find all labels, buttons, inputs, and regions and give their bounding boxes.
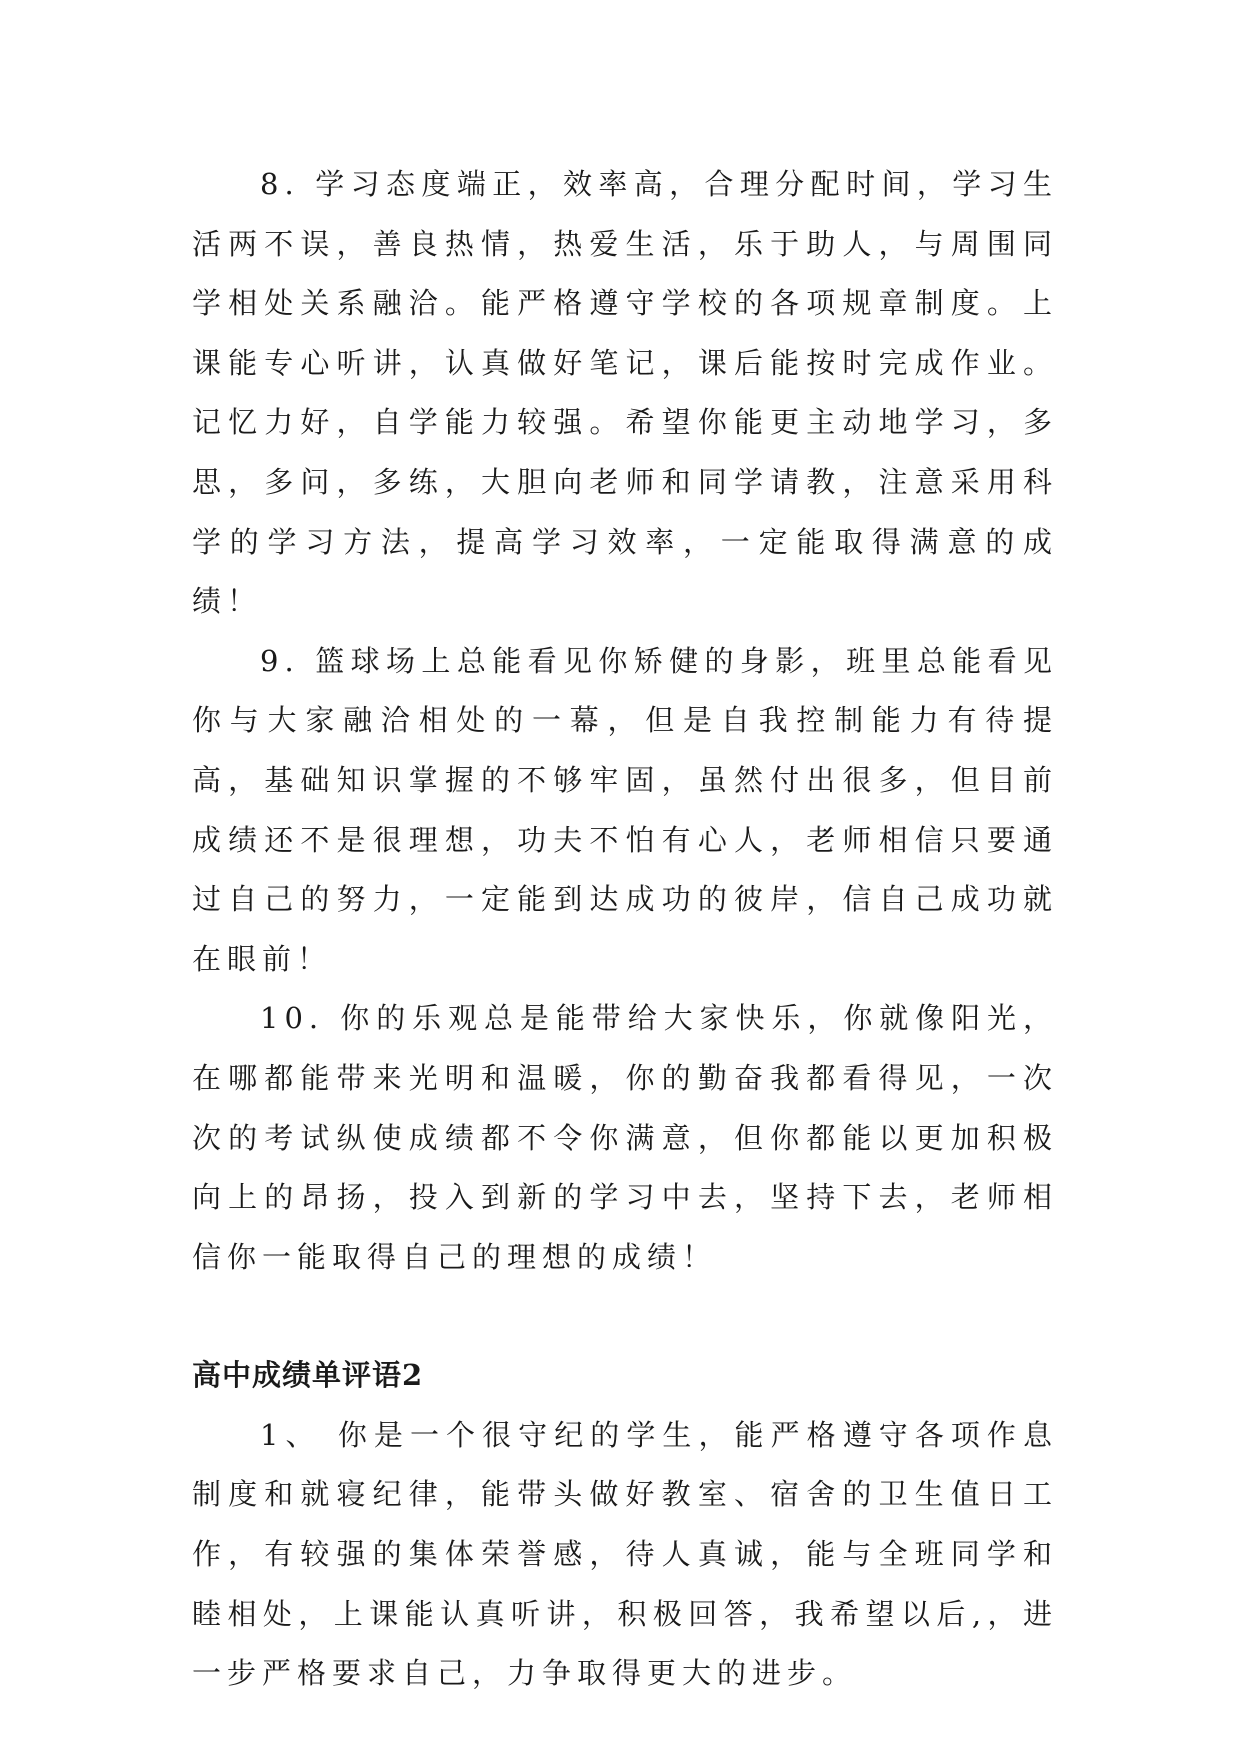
- comment-paragraph-10: 10. 你的乐观总是能带给大家快乐，你就像阳光，在哪都能带来光明和温暖，你的勤奋我都看得见，一次次的考试纵使成绩都不令你满意，但你都能以更加积极向上的昂扬，投入到新的学习中去，坚持下去，老师相信你一能取得自己的理想的成绩！: [192, 1001, 1058, 1274]
- section-heading: 高中成绩单评语2: [192, 1358, 424, 1393]
- document-body: [192, 155, 1058, 1704]
- comment-paragraph-1: 1、 你是一个很守纪的学生，能严格遵守各项作息制度和就寝纪律，能带头做好教室、宿舍的卫生值日工作，有较强的集体荣誉感，待人真诚，能与全班同学和睦相处，上课能认真听讲，积极回答，我希望以后,，进一步严格要求自己，力争取得更大的进步。: [192, 1417, 1058, 1691]
- comment-paragraph-8: 8. 学习态度端正，效率高，合理分配时间，学习生活两不误，善良热情，热爱生活，乐于助人，与周围同学相处关系融洽。能严格遵守学校的各项规章制度。上课能专心听讲，认真做好笔记，课后能按时完成作业。记忆力好，自学能力较强。希望你能更主动地学习，多思，多问，多练，大胆向老师和同学请教，注意采用科学的学习方法，提高学习效率，一定能取得满意的成绩！: [192, 167, 1058, 619]
- comment-paragraph-9: 9. 篮球场上总能看见你矫健的身影，班里总能看见你与大家融洽相处的一幕，但是自我控制能力有待提高，基础知识掌握的不够牢固，虽然付出很多，但目前成绩还不是很理想，功夫不怕有心人，老师相信只要通过自己的努力，一定能到达成功的彼岸，信自己成功就在眼前！: [192, 643, 1058, 976]
